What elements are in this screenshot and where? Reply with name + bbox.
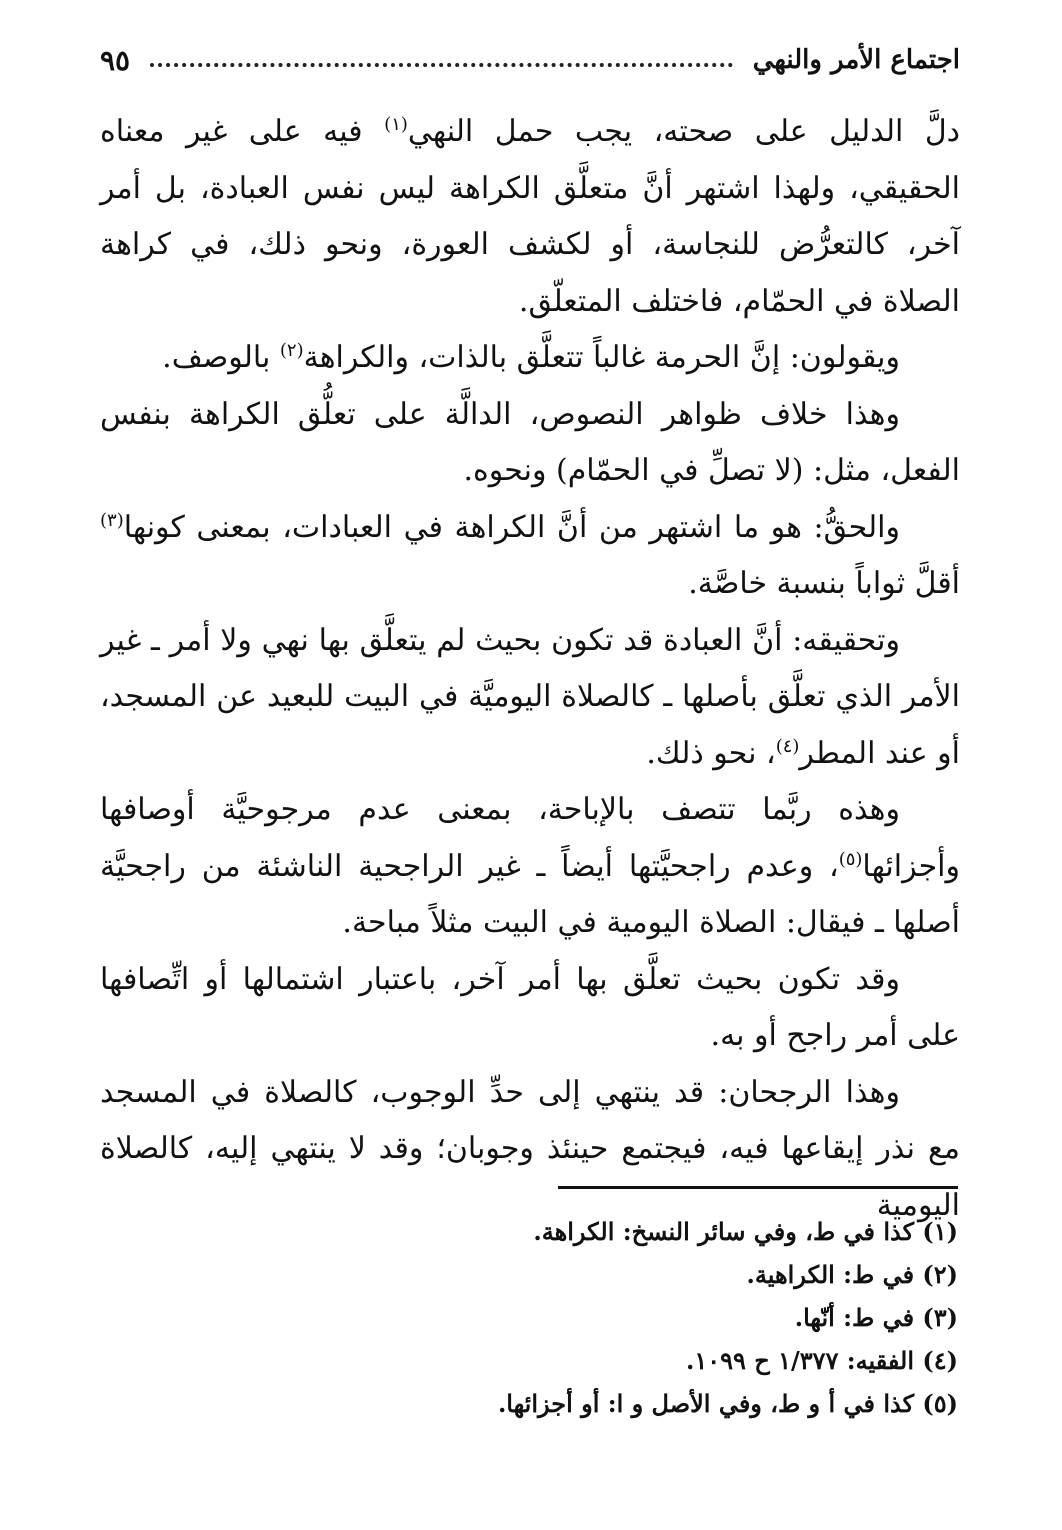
paragraph-text: فيه على غير معناه الحقيقي، ولهذا اشتهر أنَّ متعلَّق الكراهة ليس نفس العبادة، بل أمر آخر، كالتعرُّض للنجاسة، أو لكشف العورة، ونحو ذلك، في كراهة الصلاة في الحمّام، فاختلف المتعلّق. <box>100 114 960 319</box>
header-title: اجتماع الأمر والنهي <box>752 45 960 75</box>
footnote-marker: (٤) <box>775 735 800 757</box>
paragraph <box>100 782 960 952</box>
paragraph-text: والحقُّ: هو ما اشتهر من أنَّ الكراهة في العبادات، بمعنى كونها <box>123 509 900 545</box>
paragraph-text: وهذا خلاف ظواهر النصوص، الدالَّة على تعلُّق الكراهة بنفس الفعل، مثل: (لا تصلِّ في الحمّام) ونحوه. <box>100 396 960 488</box>
paragraph-text: وهذا الرجحان: قد ينتهي إلى حدِّ الوجوب، كالصلاة في المسجد مع نذر إيقاعها فيه، فيجتمع حينئذ وجوبان؛ وقد لا ينتهي إليه، كالصلاة اليومية <box>100 1074 960 1223</box>
footnote-marker: (٣) <box>100 509 124 531</box>
page-number: ٩٥ <box>100 43 131 77</box>
footnote-marker: (٥) <box>838 848 863 870</box>
paragraph-text: دلَّ الدليل على صحته، يجب حمل النهي <box>407 114 960 149</box>
footnote: (٣) في ط: أنّها. <box>794 1303 958 1332</box>
footnote-separator <box>558 1186 958 1189</box>
body-text <box>100 104 960 1234</box>
paragraph <box>100 1065 960 1235</box>
paragraph <box>100 387 960 500</box>
footnote: (١) كذا في ط، وفي سائر النسخ: الكراهة. <box>533 1217 958 1246</box>
footnote: (٤) الفقيه: ١/٣٧٧ ح ١٠٩٩. <box>686 1346 958 1375</box>
paragraph-text: وهذه ربَّما تتصف بالإباحة، بمعنى عدم مرجوحيَّة أوصافها وأجزائها <box>100 792 960 884</box>
paragraph <box>100 613 960 783</box>
footnote-marker: (٢) <box>279 340 304 361</box>
paragraph <box>100 500 960 613</box>
footnotes <box>100 1210 958 1425</box>
paragraph-text: ، وعدم راجحيَّتها أيضاً ـ غير الراجحية الناشئة من راجحيَّة أصلها ـ فيقال: الصلاة اليومية في البيت مثلاً مباحة. <box>100 848 960 940</box>
footnote-marker: (١) <box>384 114 408 135</box>
paragraph-text: ، نحو ذلك. <box>646 735 776 771</box>
paragraph <box>100 104 960 330</box>
paragraph-text: وتحقيقه: أنَّ العبادة قد تكون بحيث لم يتعلَّق بها نهي ولا أمر ـ غير الأمر الذي تعلَّق بأصلها ـ كالصلاة اليوميَّة في البيت للبعيد عن المسجد، أو عند المطر <box>100 622 960 771</box>
header-leader-dots <box>150 63 733 67</box>
paragraph-text: بالوصف. <box>162 340 280 375</box>
footnote: (٥) كذا في أ و ط، وفي الأصل و ا: أو أجزائها. <box>497 1389 958 1418</box>
paragraph-text: أقلَّ ثواباً بنسبة خاصَّة. <box>688 566 960 601</box>
document-page <box>100 30 960 1500</box>
paragraph-text: وقد تكون بحيث تعلَّق بها أمر آخر، باعتبار اشتمالها أو اتِّصافها على أمر راجح أو به. <box>100 961 960 1053</box>
paragraph <box>100 952 960 1065</box>
paragraph <box>100 330 960 387</box>
running-header <box>100 30 960 90</box>
footnote: (٢) في ط: الكراهية. <box>746 1260 958 1289</box>
paragraph-text: ويقولون: إنَّ الحرمة غالباً تتعلَّق بالذات، والكراهة <box>303 340 900 375</box>
